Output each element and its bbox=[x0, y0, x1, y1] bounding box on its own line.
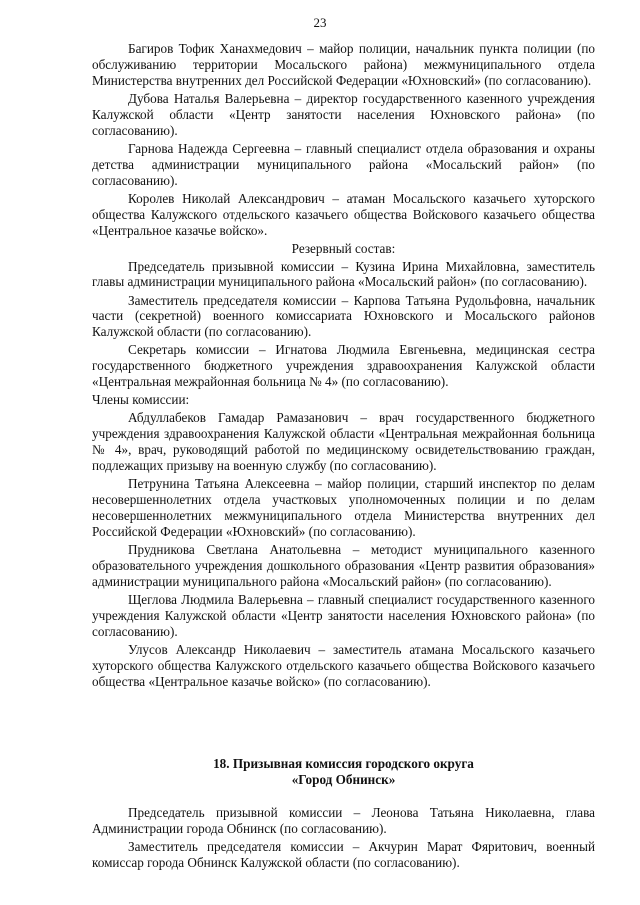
section-body bbox=[92, 805, 595, 873]
member-entry: Королев Николай Александрович – атаман Мосальского казачьего хуторского общества Калужского отдельского казачьего общества Войскового казачьего общества «Центральное казачье войско». bbox=[92, 190, 595, 238]
member-entry: Дубова Наталья Валерьевна – директор государственного казенного учреждения Калужской области «Центр занятости населения Юхновского района» (по согласованию). bbox=[92, 90, 595, 138]
commission-members-block bbox=[92, 41, 595, 692]
section-title-line-1: 18. Призывная комиссия городского округа bbox=[213, 756, 474, 771]
section-title bbox=[92, 756, 595, 788]
members-heading: Члены комиссии: bbox=[92, 392, 190, 408]
section-entry: Заместитель председателя комиссии – Акчурин Марат Фяритович, военный комиссар города Обнинск Калужской области (по согласованию). bbox=[92, 839, 595, 870]
reserve-member-entry: Абдуллабеков Гамадар Рамазанович – врач государственного бюджетного учреждения здравоохранения Калужской области «Центральная межрайонная больница № 4», врач, руководящий работой по медицинскому освидетельствованию граждан, подлежащих призыву на военную службу (по согласованию). bbox=[92, 410, 595, 474]
reserve-entry: Председатель призывной комиссии – Кузина Ирина Михайловна, заместитель главы администрации муниципального района «Мосальский район» (по согласованию). bbox=[92, 258, 595, 290]
page-number: 23 bbox=[313, 15, 327, 30]
reserve-member-entry: Щеглова Людмила Валерьевна – главный специалист государственного казенного учреждения Калужской области «Центр занятости населения Юхновского района» (по согласованию). bbox=[92, 591, 595, 639]
reserve-member-entry: Петрунина Татьяна Алексеевна – майор полиции, старший инспектор по делам несовершеннолетних отдела участковых уполномоченных полиции и по делам несовершеннолетних межмуниципального отдела Министерства внутренних дел Российской Федерации «Юхновский» (по согласованию). bbox=[92, 476, 595, 539]
reserve-member-entry: Улусов Александр Николаевич – заместитель атамана Мосальского казачьего хуторского общества Калужского отдельского казачьего общества Войскового казачьего общества «Центральное казачье войско» (по согласованию). bbox=[92, 641, 595, 689]
member-entry: Багиров Тофик Ханахмедович – майор полиции, начальник пункта полиции (по обслуживанию территории Мосальского района) межмуниципального отдела Министерства внутренних дел Российской Федерации «Юхновский» (по согласованию). bbox=[92, 41, 595, 88]
section-title-line-2: «Город Обнинск» bbox=[291, 771, 396, 787]
reserve-entry: Секретарь комиссии – Игнатова Людмила Евгеньевна, медицинская сестра государственного бюджетного учреждения здравоохранения Калужской области «Центральная межрайонная больница № 4» (по согласованию). bbox=[92, 342, 595, 390]
section-entry: Председатель призывной комиссии – Леонова Татьяна Николаевна, глава Администрации города Обнинск (по согласованию). bbox=[92, 805, 595, 836]
reserve-entry: Заместитель председателя комиссии – Карпова Татьяна Рудольфовна, начальник части (секретной) военного комиссариата Юхновского и Мосальского районов Калужской области (по согласованию). bbox=[92, 292, 595, 340]
reserve-heading: Резервный состав: bbox=[291, 240, 396, 256]
member-entry: Гарнова Надежда Сергеевна – главный специалист отдела образования и охраны детства администрации муниципального района «Мосальский район» (по согласованию). bbox=[92, 140, 595, 188]
reserve-member-entry: Прудникова Светлана Анатольевна – методист муниципального казенного образовательного учреждения дошкольного образования «Центр развития образования» администрации муниципального района «Мосальский район» (по согласованию). bbox=[92, 542, 595, 589]
